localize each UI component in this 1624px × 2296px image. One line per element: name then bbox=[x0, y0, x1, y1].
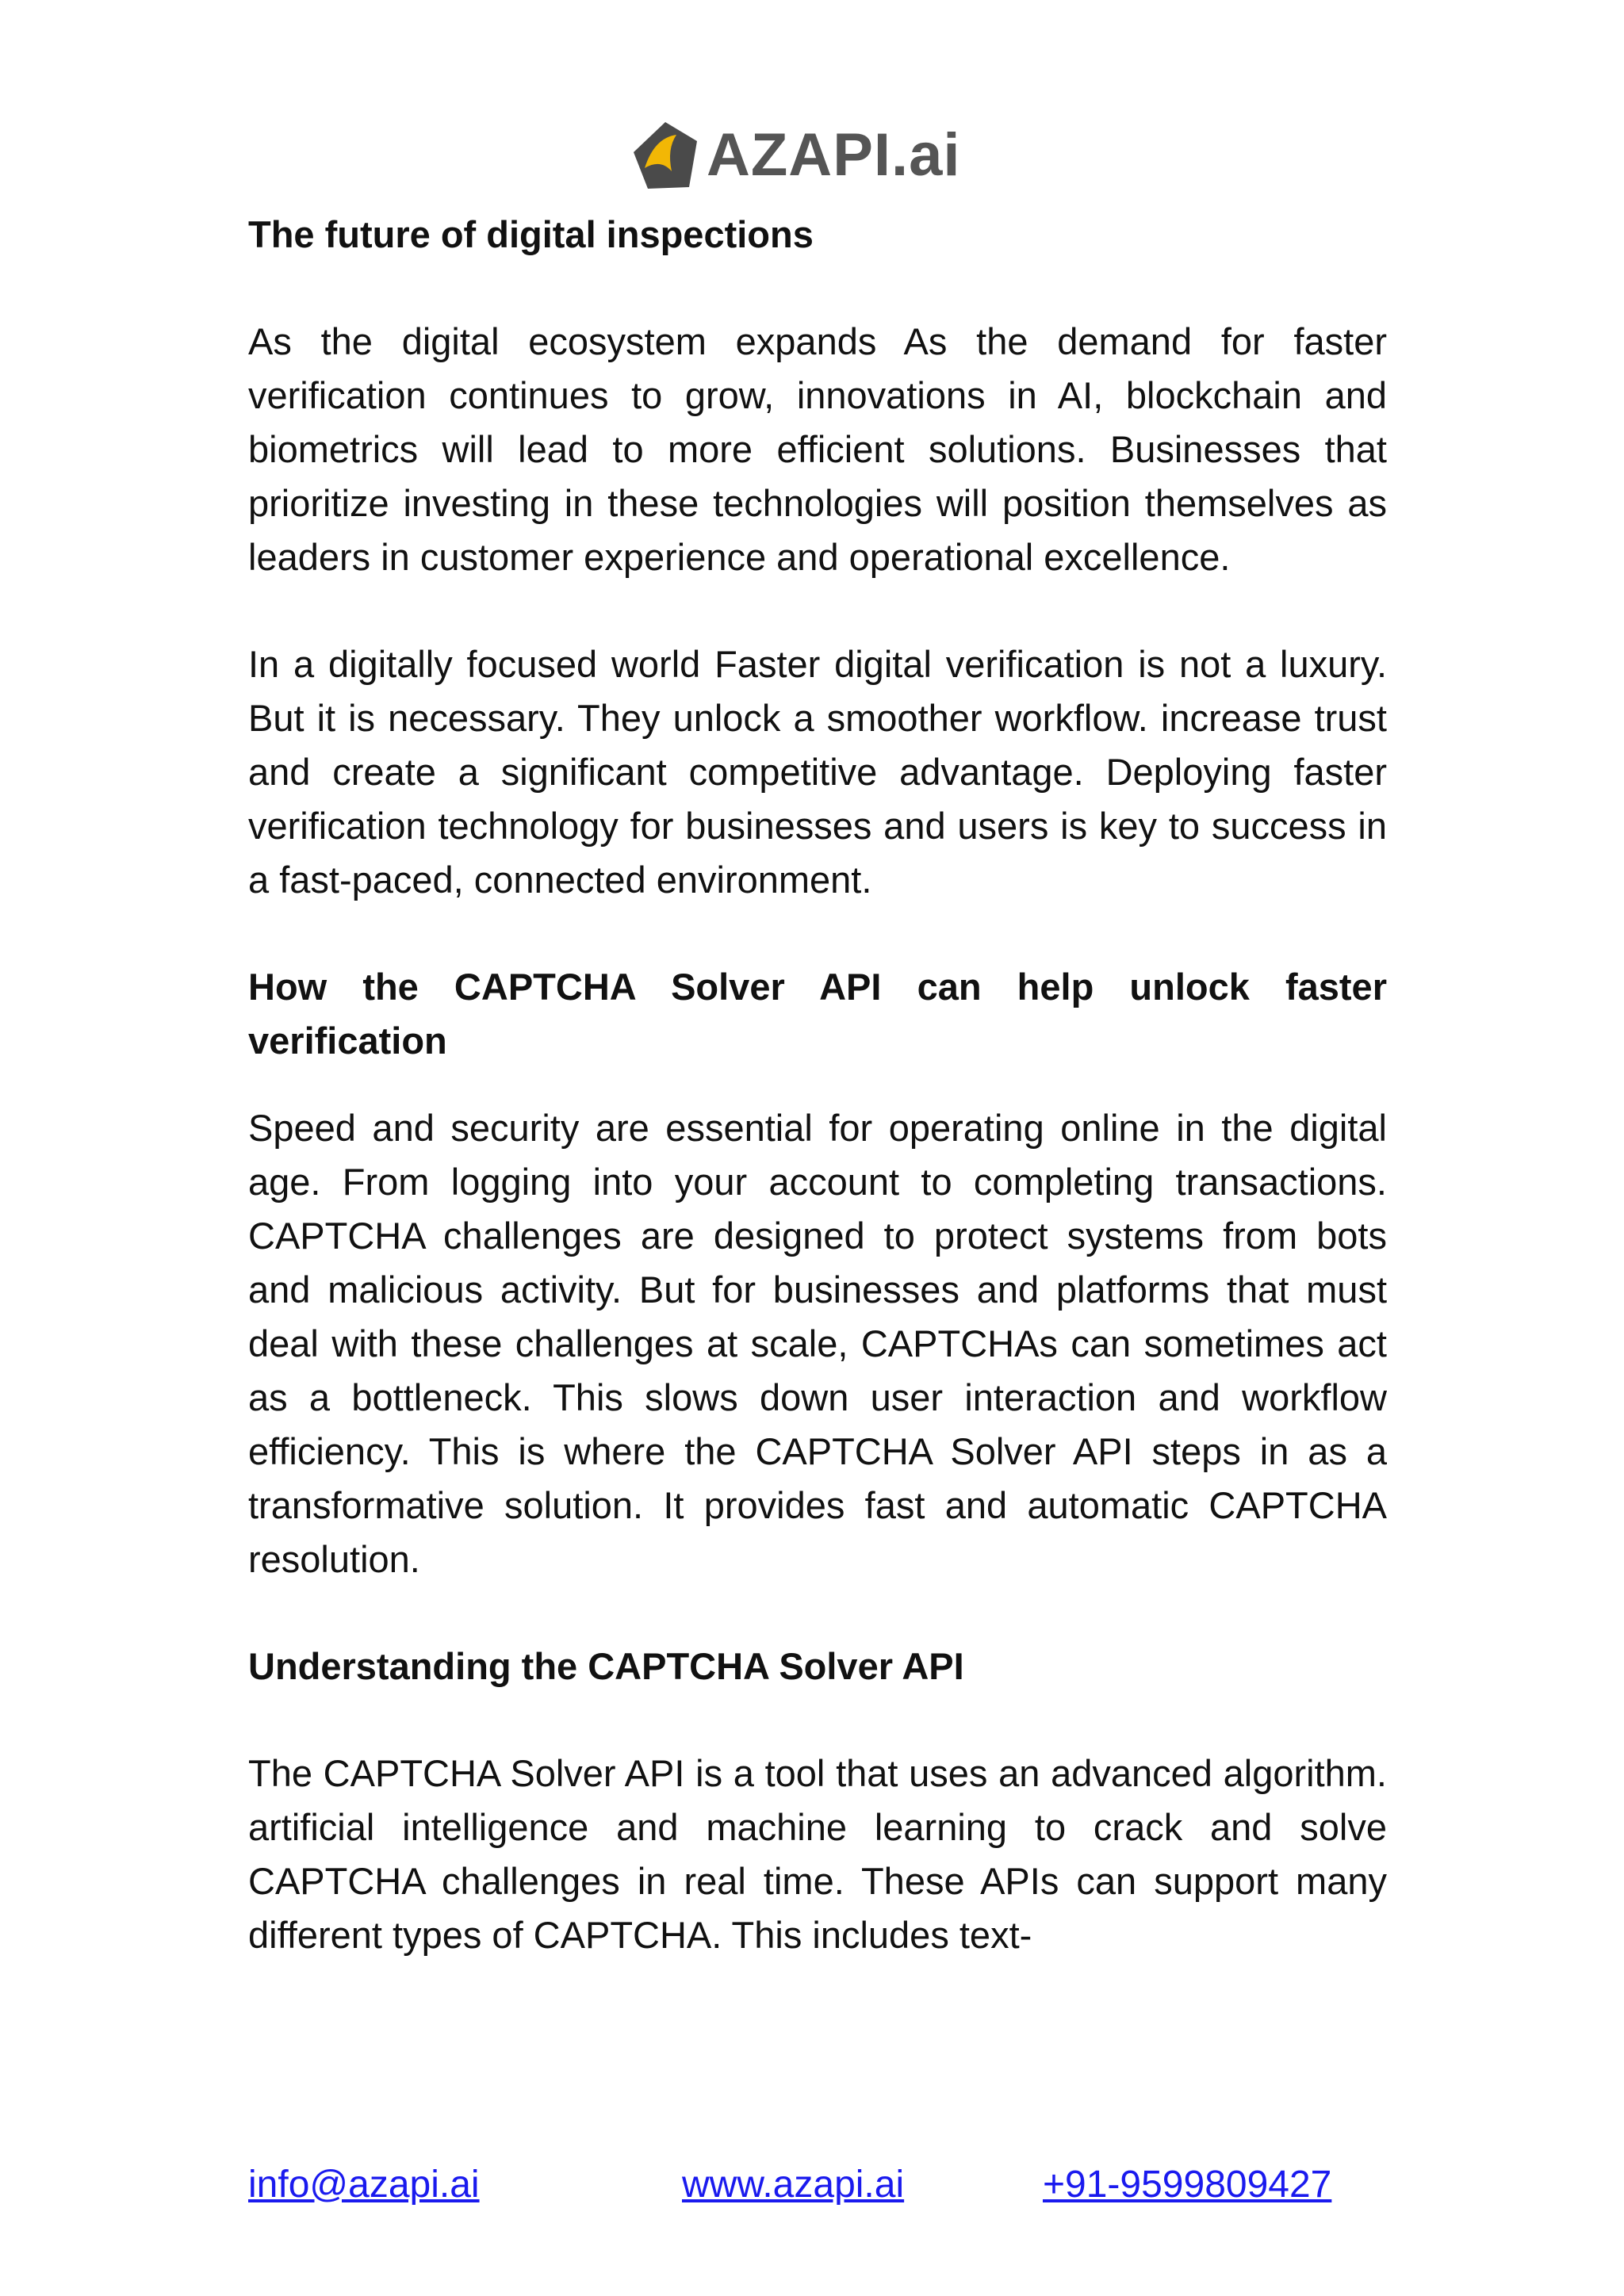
azapi-logo-icon bbox=[630, 119, 700, 192]
footer-website-link[interactable]: www.azapi.ai bbox=[682, 2164, 905, 2206]
paragraph-understanding-1: The CAPTCHA Solver API is a tool that uses an advanced algorithm. artificial intelligence and machine learning to crack and solve CAPTCHA challenges in real time. These APIs can support many different types of CAPTCHA. This includes text- bbox=[248, 1752, 1387, 1956]
footer-email-link[interactable]: info@azapi.ai bbox=[248, 2164, 480, 2206]
spacer bbox=[248, 907, 1387, 960]
spacer bbox=[248, 584, 1387, 637]
spacer bbox=[248, 262, 1387, 315]
paragraph-future-2: In a digitally focused world Faster digital verification is not a luxury. But it is necessary. They unlock a smoother workflow. increase trust and create a significant competitive advantage. Deploying faster verification technology for businesses and users is key to success in a fast-paced, connected environment. bbox=[248, 643, 1387, 901]
spacer bbox=[248, 1586, 1387, 1640]
brand-wordmark: AZAPI.ai bbox=[707, 121, 961, 189]
spacer bbox=[248, 1693, 1387, 1747]
heading-future-of-digital-inspections: The future of digital inspections bbox=[248, 213, 814, 255]
page-footer bbox=[248, 2163, 1438, 2218]
paragraph-future-1: As the digital ecosystem expands As the demand for faster verification continues to grow, innovations in AI, blockchain and biometrics will lead to more efficient solutions. Businesses that prioritize investing in these technologies will position themselves as leaders in customer experience and operational excellence. bbox=[248, 320, 1387, 578]
spacer bbox=[248, 1068, 1387, 1101]
brand-logo bbox=[630, 117, 961, 193]
footer-phone-link[interactable]: +91-9599809427 bbox=[1043, 2164, 1332, 2206]
paragraph-how-1: Speed and security are essential for operating online in the digital age. From logging into your account to completing transactions. CAPTCHA challenges are designed to protect systems from bots and malicious activity. But for businesses and platforms that must deal with these challenges at scale, CAPTCHAs can sometimes act as a bottleneck. This slows down user interaction and workflow efficiency. This is where the CAPTCHA Solver API steps in as a transformative solution. It provides fast and automatic CAPTCHA resolution. bbox=[248, 1107, 1387, 1580]
heading-how-captcha-solver-helps: How the CAPTCHA Solver API can help unlock faster verification bbox=[248, 966, 1387, 1062]
heading-understanding-captcha-solver: Understanding the CAPTCHA Solver API bbox=[248, 1645, 964, 1687]
document-body bbox=[248, 208, 1387, 1962]
